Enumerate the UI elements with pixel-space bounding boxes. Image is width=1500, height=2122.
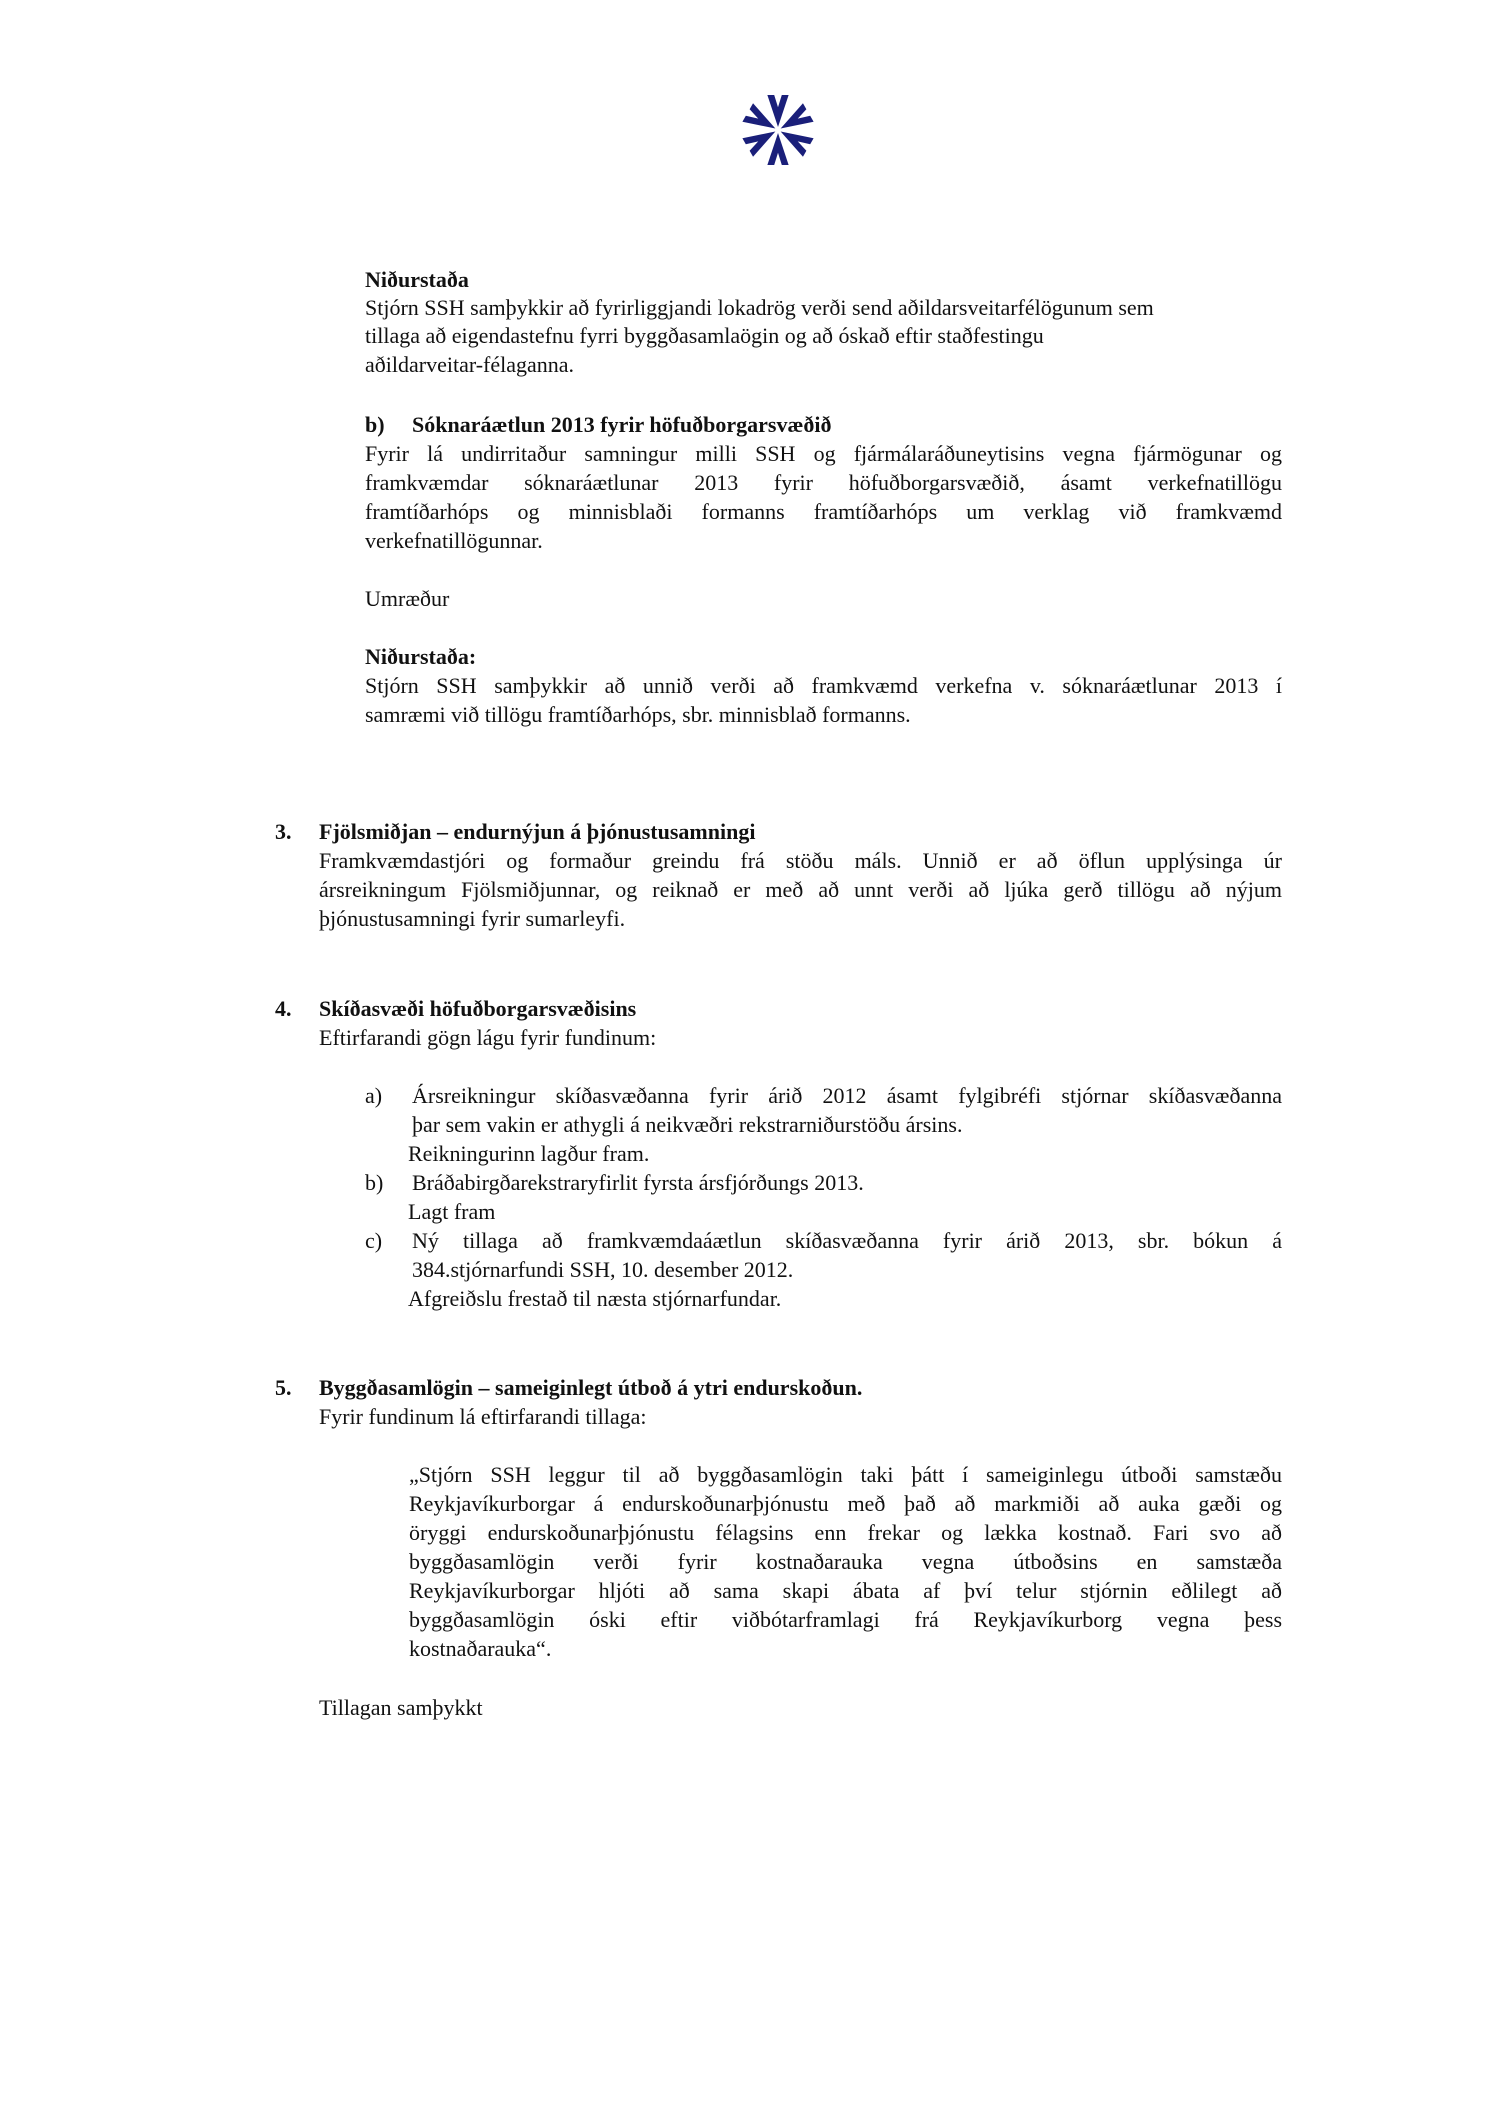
paragraph-line: Stjórn SSH samþykkir að fyrirliggjandi lokadrög verði send aðildarsveitarfélögunum sem (365, 295, 1154, 320)
discussion-label: Umræður (365, 586, 450, 611)
paragraph-line: þjónustusamningi fyrir sumarleyfi. (319, 906, 626, 931)
item-number: 3. (275, 819, 292, 844)
paragraph-line: samræmi við tillögu framtíðarhóps, sbr. minnisblað formanns. (365, 702, 911, 727)
quote-line: byggðasamlögin verði fyrir kostnaðarauka vegna útboðsins en samstæða (409, 1549, 1282, 1574)
list-label: b) (365, 1170, 384, 1195)
item-heading: Byggðasamlögin – sameiginlegt útboð á ytri endurskoðun. (319, 1375, 863, 1400)
paragraph-line: aðildarveitar-félaganna. (365, 352, 575, 377)
quote-line: Reykjavíkurborgar hljóti að sama skapi ábata af því telur stjórnin eðlilegt að (409, 1578, 1282, 1603)
item-number: 4. (275, 996, 292, 1021)
paragraph-line: ársreikningum Fjölsmiðjunnar, og reiknað er með að unnt verði að ljúka gerð tillögu að nýjum (319, 877, 1282, 902)
paragraph-line: Stjórn SSH samþykkir að unnið verði að framkvæmd verkefna v. sóknaráætlunar 2013 í (365, 673, 1282, 698)
quote-line: byggðasamlögin óski eftir viðbótarframlagi frá Reykjavíkurborg vegna þess (409, 1607, 1282, 1632)
item-intro: Eftirfarandi gögn lágu fyrir fundinum: (319, 1025, 657, 1050)
paragraph-line: framtíðarhóps og minnisblaði formanns framtíðarhóps um verklag við framkvæmd (365, 499, 1282, 524)
item-heading: Fjölsmiðjan – endurnýjun á þjónustusamningi (319, 819, 756, 844)
result-text: Tillagan samþykkt (319, 1695, 483, 1720)
paragraph-line: framkvæmdar sóknaráætlunar 2013 fyrir höfuðborgarsvæðið, ásamt verkefnatillögu (365, 470, 1282, 495)
list-line: Ný tillaga að framkvæmdaáætlun skíðasvæðanna fyrir árið 2013, sbr. bókun á (412, 1228, 1282, 1253)
quote-line: „Stjórn SSH leggur til að byggðasamlögin taki þátt í sameiginlegu útboði samstæðu (409, 1462, 1282, 1487)
item-heading: Skíðasvæði höfuðborgarsvæðisins (319, 996, 637, 1021)
list-line: Bráðabirgðarekstraryfirlit fyrsta ársfjórðungs 2013. (412, 1170, 864, 1195)
snowflake-logo-icon (740, 92, 816, 168)
list-label: c) (365, 1228, 383, 1253)
list-line: 384.stjórnarfundi SSH, 10. desember 2012. (412, 1257, 794, 1282)
paragraph-line: tillaga að eigendastefnu fyrri byggðasamlaögin og að óskað eftir staðfestingu (365, 323, 1044, 348)
list-line: þar sem vakin er athygli á neikvæðri rekstrarniðurstöðu ársins. (412, 1112, 963, 1137)
result-heading: Niðurstaða: (365, 644, 477, 669)
list-outcome: Lagt fram (408, 1199, 496, 1224)
quote-line: öryggi endurskoðunarþjónustu félagsins enn frekar og lækka kostnað. Fari svo að (409, 1520, 1282, 1545)
quote-line: kostnaðarauka“. (409, 1636, 552, 1661)
list-line: Ársreikningur skíðasvæðanna fyrir árið 2012 ásamt fylgibréfi stjórnar skíðasvæðanna (412, 1083, 1282, 1108)
item-intro: Fyrir fundinum lá eftirfarandi tillaga: (319, 1404, 647, 1429)
list-label: a) (365, 1083, 383, 1108)
quote-line: Reykjavíkurborgar á endurskoðunarþjónustu með það að markmiði að auka gæði og (409, 1491, 1282, 1516)
paragraph-line: Framkvæmdastjóri og formaður greindu frá stöðu máls. Unnið er að öflun upplýsinga úr (319, 848, 1282, 873)
list-outcome: Reikningurinn lagður fram. (408, 1141, 650, 1166)
result-heading: Niðurstaða (365, 267, 469, 292)
subsection-heading: Sóknaráætlun 2013 fyrir höfuðborgarsvæðið (412, 412, 832, 437)
list-outcome: Afgreiðslu frestað til næsta stjórnarfundar. (408, 1286, 782, 1311)
subsection-label: b) (365, 412, 385, 437)
paragraph-line: verkefnatillögunnar. (365, 528, 543, 553)
item-number: 5. (275, 1375, 292, 1400)
paragraph-line: Fyrir lá undirritaður samningur milli SSH og fjármálaráðuneytisins vegna fjármögunar og (365, 441, 1282, 466)
